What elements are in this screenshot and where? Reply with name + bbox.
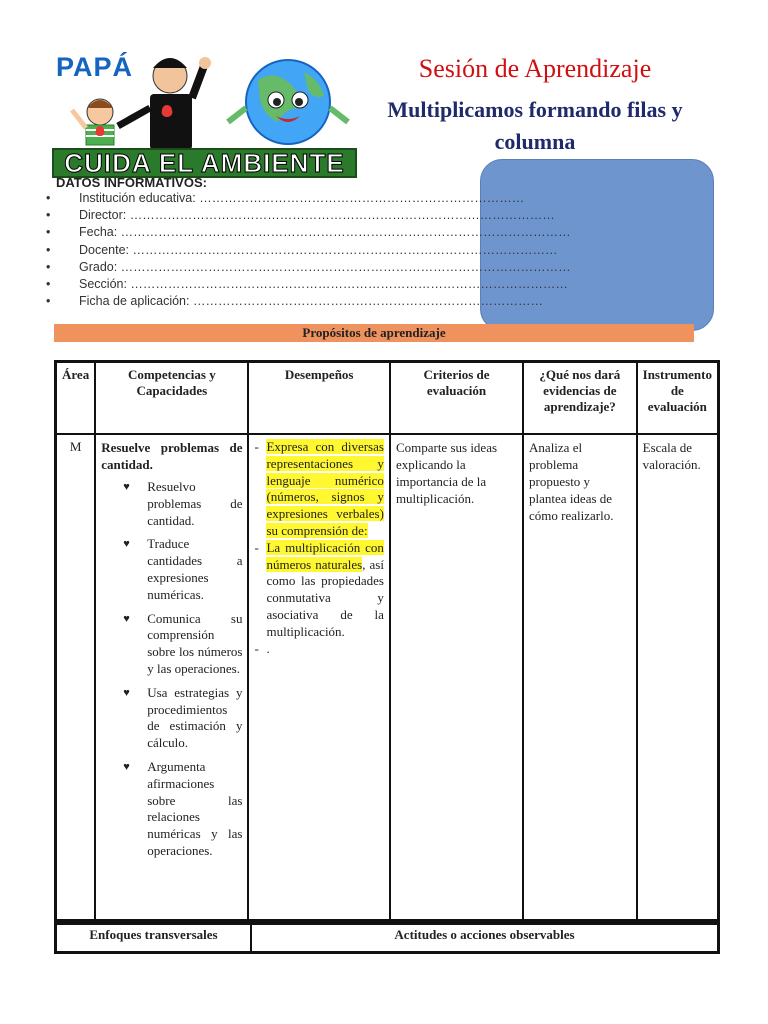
logo-banner	[52, 148, 357, 178]
table-row	[56, 434, 718, 920]
bullet-icon: •	[46, 294, 51, 309]
datos-title: DATOS INFORMATIVOS:	[56, 175, 207, 190]
page-subtitle: Multiplicamos formando filas y columna	[387, 97, 683, 154]
logo-top-text: PAPÁ	[56, 52, 134, 82]
bottom-table	[54, 922, 720, 954]
bullet-icon: •	[46, 225, 51, 240]
datos-item-docente: • Docente: …………………………………………………………………………………………	[46, 242, 558, 257]
learning-table	[54, 360, 720, 922]
bullet-icon: •	[46, 259, 51, 274]
datos-item-grado: • Grado: ………………………………………………………………………………………………	[46, 259, 571, 274]
desempeno-item-2: - La multiplicación con números naturales, así como las propiedades conmutativa y asociativa de la multiplicación.	[254, 539, 384, 639]
table-header-row	[56, 362, 718, 434]
heart-bullet-icon: ♥	[123, 686, 130, 699]
cell-area: M	[56, 434, 95, 920]
header-instrumento: Instrumento de evaluación	[637, 362, 718, 434]
header-competencias: Competencias y Capacidades	[95, 362, 248, 434]
actitudes-header: Actitudes o acciones observables	[251, 924, 718, 952]
logo	[52, 50, 357, 178]
bullet-icon: •	[46, 242, 51, 257]
bullet-icon: •	[46, 208, 51, 223]
cell-criterios: Comparte sus ideas explicando la importancia de la multiplicación.	[390, 434, 523, 920]
header-area: Área	[56, 362, 95, 434]
cell-evidencias: Analiza el problema propuesto y plantea ideas de cómo realizarlo.	[523, 434, 637, 920]
bullet-icon: •	[46, 191, 51, 205]
header-evidencias: ¿Qué nos dará evidencias de aprendizaje?	[523, 362, 637, 434]
desempeno-item-1: - Expresa con diversas representaciones y lenguaje numérico (números, signos y expresiones verbales) su comprensión de:	[254, 439, 384, 538]
list-item: ♥ Argumenta afirmaciones sobre las relaciones numéricas y las operaciones.	[123, 758, 243, 858]
datos-list	[46, 191, 571, 311]
heart-bullet-icon: ♥	[123, 760, 130, 773]
capacidades-list	[101, 479, 242, 860]
datos-item-ficha: • Ficha de aplicación: …………………………………………………………………………	[46, 294, 543, 309]
heart-bullet-icon: ♥	[123, 538, 130, 551]
heart-bullet-icon: ♥	[123, 481, 130, 493]
datos-item-seccion: • Sección: ……………………………………………………………………………………………	[46, 276, 568, 291]
logo-banner-text: CUIDA EL AMBIENTE	[64, 148, 345, 178]
purpose-bar: Propósitos de aprendizaje	[54, 324, 694, 342]
header-criterios: Criterios de evaluación	[390, 362, 523, 434]
list-item: ♥ Resuelvo problemas de cantidad.	[123, 479, 243, 528]
table-row	[56, 924, 718, 952]
list-item: ♥ Comunica su comprensión sobre los números y las operaciones.	[123, 610, 243, 676]
datos-item-director: • Director: …………………………………………………………………………………………	[46, 208, 555, 223]
heart-bullet-icon: ♥	[123, 612, 130, 625]
header-desempenos: Desempeños	[248, 362, 389, 434]
competencia-title: Resuelve problemas de cantidad.	[101, 440, 243, 472]
list-item: ♥ Traduce cantidades a expresiones numéricas.	[123, 536, 243, 602]
datos-item-fecha: • Fecha: ………………………………………………………………………………………………	[46, 225, 571, 240]
list-item: ♥ Usa estrategias y procedimientos de estimación y cálculo.	[123, 684, 243, 751]
datos-item-institucion: • Institución educativa: ……………………………………………………………………	[46, 191, 525, 205]
cell-instrumento: Escala de valoración.	[637, 434, 718, 920]
enfoques-header: Enfoques transversales	[56, 924, 251, 952]
desempeno-item-3: - .	[254, 640, 270, 656]
cell-desempenos	[248, 434, 389, 920]
page-title: Sesión de Aprendizaje	[418, 54, 652, 83]
cell-competencias	[95, 434, 248, 920]
bullet-icon: •	[46, 276, 51, 291]
